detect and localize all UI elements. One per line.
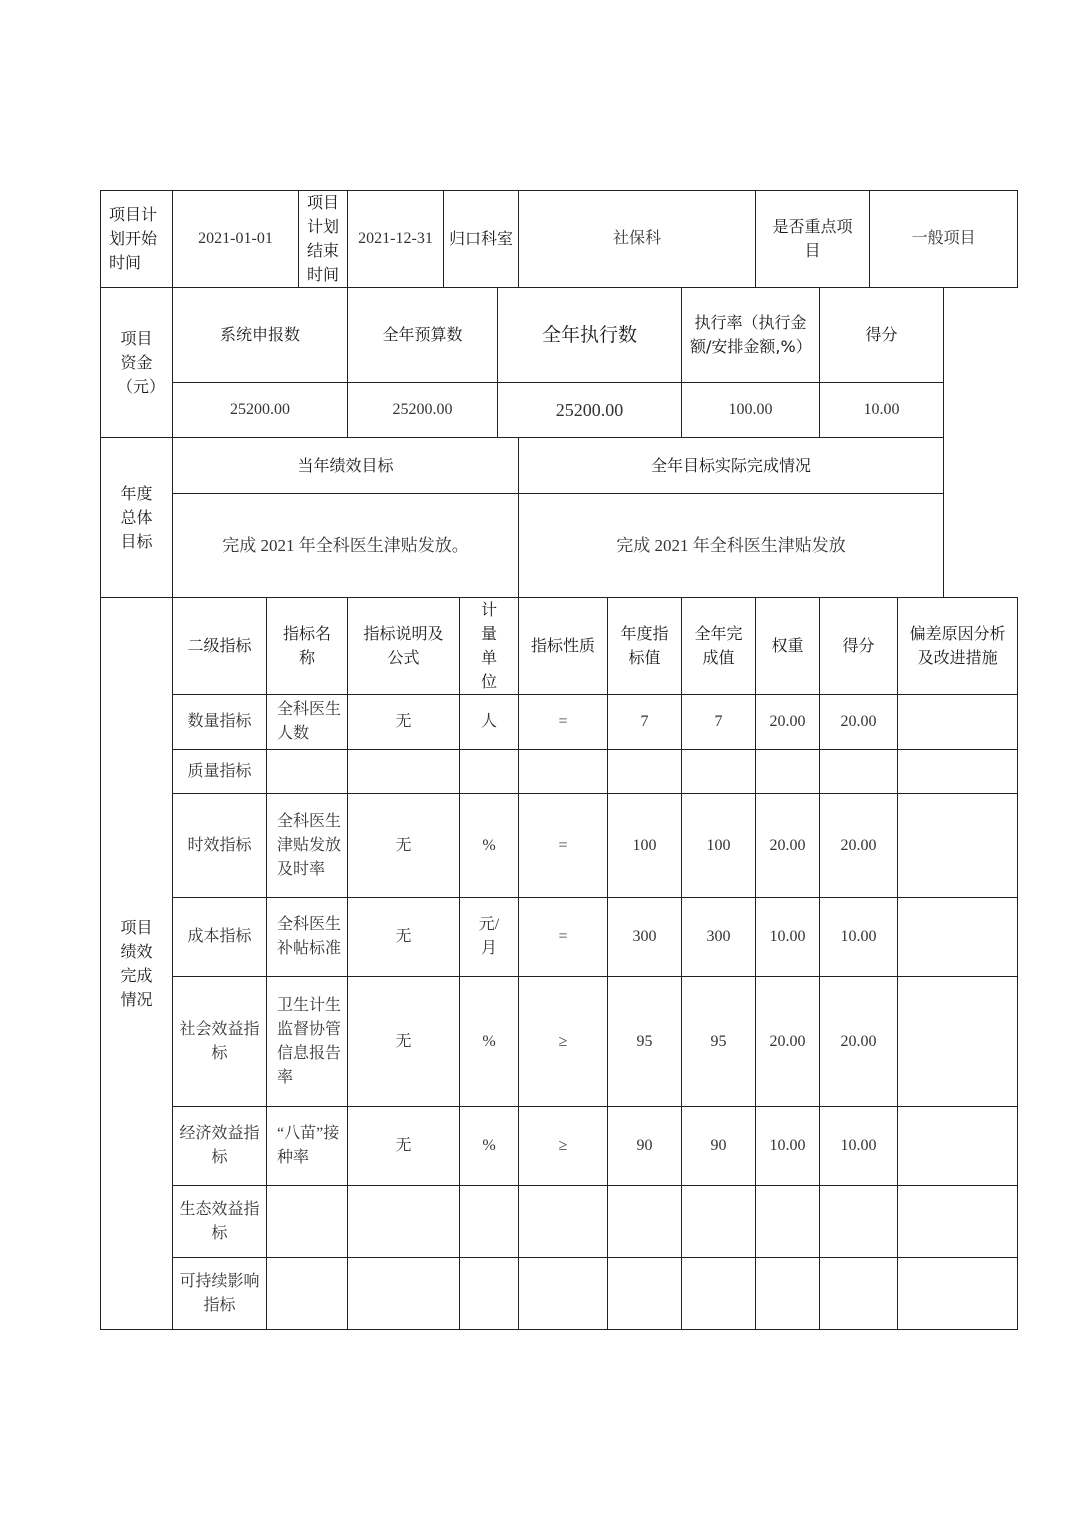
row-name: 全科医生津贴发放及时率 [267, 794, 348, 898]
row-unit: 人 [460, 695, 519, 750]
perf-header-nature: 指标性质 [519, 598, 608, 695]
row-desc: 无 [348, 794, 460, 898]
row-level2: 时效指标 [173, 794, 267, 898]
row-unit: 元/月 [460, 898, 519, 977]
row-unit: % [460, 1107, 519, 1186]
row-actual: 100 [682, 794, 756, 898]
table-row [101, 898, 1018, 977]
funds-rate-value: 100.00 [682, 383, 820, 438]
row-level2: 社会效益指标 [173, 977, 267, 1107]
plan-start-value: 2021-01-01 [173, 191, 299, 288]
perf-header-weight: 权重 [756, 598, 820, 695]
row-score: 10.00 [820, 898, 898, 977]
row-reason [898, 794, 1018, 898]
row-nature: = [519, 898, 608, 977]
row-level2: 经济效益指标 [173, 1107, 267, 1186]
row-actual: 300 [682, 898, 756, 977]
funds-executed-value: 25200.00 [498, 383, 682, 438]
annual-target-header: 当年绩效目标 [173, 438, 519, 494]
row-desc: 无 [348, 898, 460, 977]
row-target [608, 1186, 682, 1258]
row-target: 300 [608, 898, 682, 977]
table-row [101, 750, 1018, 794]
funds-score-value: 10.00 [820, 383, 944, 438]
funds-value-row [101, 383, 1018, 438]
row-target [608, 750, 682, 794]
row-reason [898, 977, 1018, 1107]
row-reason [898, 1258, 1018, 1330]
row-reason [898, 695, 1018, 750]
row-score [820, 750, 898, 794]
row-weight [756, 1186, 820, 1258]
row-unit [460, 1186, 519, 1258]
funds-rate-header: 执行率（执行金额/安排金额,%） [682, 288, 820, 383]
row-name [267, 750, 348, 794]
row-level2: 可持续影响指标 [173, 1258, 267, 1330]
row-desc [348, 750, 460, 794]
performance-label: 项目绩效完成情况 [101, 598, 173, 1330]
annual-actual-header: 全年目标实际完成情况 [519, 438, 944, 494]
funds-score-header: 得分 [820, 288, 944, 383]
row-target [608, 1258, 682, 1330]
funds-label: 项目资金（元） [101, 288, 173, 438]
row-target: 7 [608, 695, 682, 750]
plan-start-label: 项目计划开始时间 [101, 191, 173, 288]
row-target: 100 [608, 794, 682, 898]
annual-target-text: 完成 2021 年全科医生津贴发放。 [173, 494, 519, 598]
row-nature [519, 750, 608, 794]
row-target: 95 [608, 977, 682, 1107]
row-reason [898, 1186, 1018, 1258]
row-score: 20.00 [820, 794, 898, 898]
table-row [101, 695, 1018, 750]
row-reason [898, 750, 1018, 794]
row-level2: 生态效益指标 [173, 1186, 267, 1258]
row-nature: ≥ [519, 977, 608, 1107]
perf-header-score: 得分 [820, 598, 898, 695]
row-reason [898, 1107, 1018, 1186]
row-weight: 10.00 [756, 1107, 820, 1186]
perf-header-desc: 指标说明及公式 [348, 598, 460, 695]
row-score: 20.00 [820, 695, 898, 750]
row-actual: 90 [682, 1107, 756, 1186]
row-unit [460, 1258, 519, 1330]
plan-end-label: 项目计划结束时间 [299, 191, 348, 288]
row-actual [682, 1186, 756, 1258]
funds-declared-value: 25200.00 [173, 383, 348, 438]
annual-goal-text-row [101, 494, 1018, 598]
row-actual [682, 1258, 756, 1330]
table-row [101, 1107, 1018, 1186]
row-desc: 无 [348, 1107, 460, 1186]
table-row [101, 1186, 1018, 1258]
perf-header-level2: 二级指标 [173, 598, 267, 695]
key-project-value: 一般项目 [870, 191, 1018, 288]
row-level2: 数量指标 [173, 695, 267, 750]
row-weight: 20.00 [756, 977, 820, 1107]
row-weight [756, 750, 820, 794]
row-weight: 10.00 [756, 898, 820, 977]
funds-budget-value: 25200.00 [348, 383, 498, 438]
row-unit: % [460, 794, 519, 898]
table-row [101, 977, 1018, 1107]
table-row [101, 1258, 1018, 1330]
row-name: 卫生计生监督协管信息报告率 [267, 977, 348, 1107]
perf-header-unit: 计量单位 [460, 598, 519, 695]
row-nature: = [519, 695, 608, 750]
dept-label: 归口科室 [444, 191, 519, 288]
row-actual [682, 750, 756, 794]
key-project-label: 是否重点项目 [756, 191, 870, 288]
funds-executed-header: 全年执行数 [498, 288, 682, 383]
row-nature: = [519, 794, 608, 898]
perf-header-reason: 偏差原因分析及改进措施 [898, 598, 1018, 695]
plan-end-value: 2021-12-31 [348, 191, 444, 288]
row-nature [519, 1258, 608, 1330]
funds-header-row [101, 288, 1018, 383]
row-name: 全科医生人数 [267, 695, 348, 750]
row-desc: 无 [348, 695, 460, 750]
funds-declared-header: 系统申报数 [173, 288, 348, 383]
row-actual: 7 [682, 695, 756, 750]
row-desc [348, 1258, 460, 1330]
row-desc [348, 1186, 460, 1258]
row-unit: % [460, 977, 519, 1107]
row-unit [460, 750, 519, 794]
row-level2: 成本指标 [173, 898, 267, 977]
row-score [820, 1258, 898, 1330]
row-name [267, 1186, 348, 1258]
perf-header-target: 年度指标值 [608, 598, 682, 695]
row-weight: 20.00 [756, 695, 820, 750]
row-score: 10.00 [820, 1107, 898, 1186]
dept-value: 社保科 [519, 191, 756, 288]
table-row [101, 794, 1018, 898]
schedule-row [101, 191, 1018, 288]
annual-goal-label: 年度总体目标 [101, 438, 173, 598]
performance-form-table [100, 190, 1018, 1330]
performance-header-row [101, 598, 1018, 695]
perf-header-name: 指标名称 [267, 598, 348, 695]
row-nature [519, 1186, 608, 1258]
row-reason [898, 898, 1018, 977]
row-score: 20.00 [820, 977, 898, 1107]
row-name: 全科医生补帖标准 [267, 898, 348, 977]
annual-goal-header-row [101, 438, 1018, 494]
row-level2: 质量指标 [173, 750, 267, 794]
row-desc: 无 [348, 977, 460, 1107]
perf-header-actual: 全年完成值 [682, 598, 756, 695]
row-name: “八苗”接种率 [267, 1107, 348, 1186]
row-weight: 20.00 [756, 794, 820, 898]
row-actual: 95 [682, 977, 756, 1107]
funds-budget-header: 全年预算数 [348, 288, 498, 383]
row-name [267, 1258, 348, 1330]
row-nature: ≥ [519, 1107, 608, 1186]
row-score [820, 1186, 898, 1258]
row-target: 90 [608, 1107, 682, 1186]
row-weight [756, 1258, 820, 1330]
annual-actual-text: 完成 2021 年全科医生津贴发放 [519, 494, 944, 598]
